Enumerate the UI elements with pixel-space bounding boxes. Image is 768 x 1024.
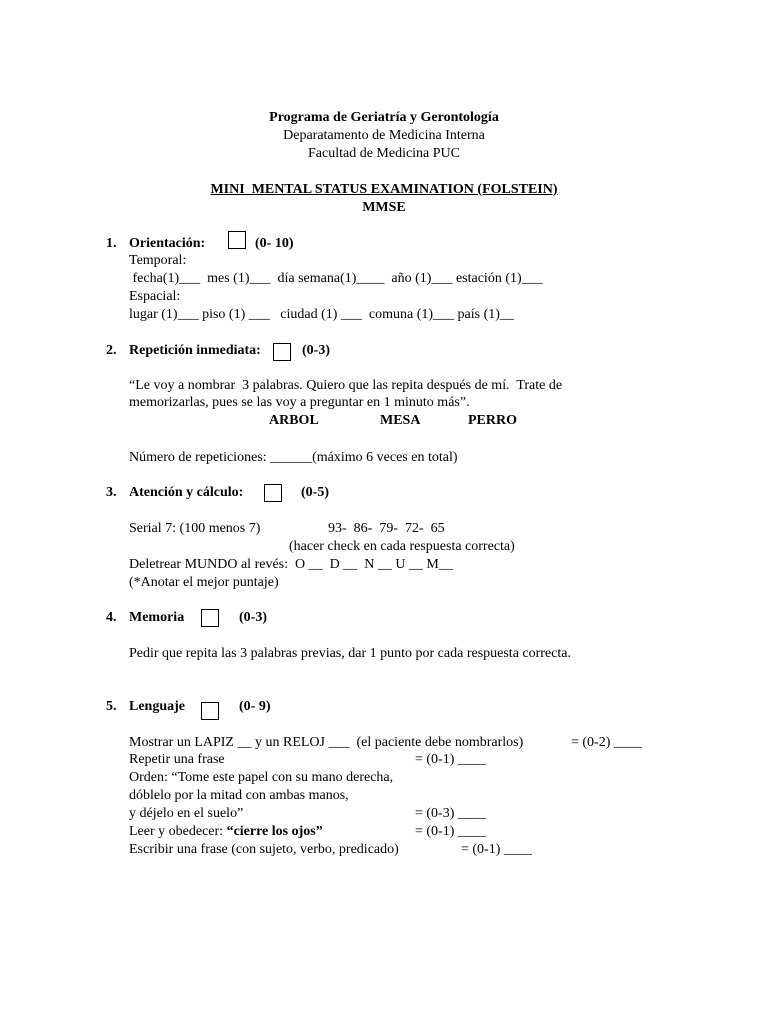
lenguaje-item-3-line-2: dóblelo por la mitad con ambas manos,	[129, 788, 349, 803]
section-1-range: (0- 10)	[255, 236, 294, 251]
lenguaje-item-5: Escribir una frase (con sujeto, verbo, predicado)	[129, 842, 399, 857]
temporal-label: Temporal:	[129, 253, 187, 268]
temporal-items: fecha(1)___ mes (1)___ día semana(1)____ año (1)___ estación (1)___	[129, 271, 543, 286]
lenguaje-item-2-score: = (0-1) ____	[415, 752, 486, 767]
program-name: Programa de Geriatría y Gerontología	[269, 110, 499, 125]
section-2-label: Repetición inmediata:	[129, 343, 261, 358]
section-5-label: Lenguaje	[129, 699, 185, 714]
spatial-label: Espacial:	[129, 289, 181, 304]
section-5-number: 5.	[106, 699, 117, 714]
lenguaje-item-2: Repetir una frase	[129, 752, 225, 767]
section-4-score-box[interactable]	[201, 609, 219, 627]
faculty-name: Facultad de Medicina PUC	[307, 146, 461, 161]
lenguaje-item-5-score: = (0-1) ____	[461, 842, 532, 857]
lenguaje-item-4	[129, 823, 323, 841]
spatial-items: lugar (1)___ piso (1) ___ ciudad (1) ___ comuna (1)___ país (1)__	[129, 307, 514, 322]
serial-7-values: 93- 86- 79- 72- 65	[328, 521, 445, 536]
section-2-instruction-2: memorizarlas, pues se las voy a preguntar en 1 minuto más”.	[129, 395, 470, 410]
section-1-label: Orientación:	[129, 236, 206, 251]
exam-subtitle: MMSE	[362, 200, 406, 215]
section-2-range: (0-3)	[302, 343, 330, 358]
section-2-number: 2.	[106, 343, 117, 358]
section-3-score-box[interactable]	[264, 484, 282, 502]
department-name: Deparatamento de Medicina Interna	[283, 128, 485, 143]
section-3-number: 3.	[106, 485, 117, 500]
best-score-note: (*Anotar el mejor puntaje)	[129, 575, 279, 590]
section-2-instruction-1: “Le voy a nombrar 3 palabras. Quiero que las repita después de mí. Trate de	[129, 378, 563, 393]
lenguaje-item-3-line-3: y déjelo en el suelo”	[129, 806, 244, 821]
lenguaje-item-4-command: “cierre los ojos”	[226, 824, 323, 839]
serial-7-label: Serial 7: (100 menos 7)	[129, 521, 261, 536]
repetitions-line: Número de repeticiones: ______(máximo 6 veces en total)	[129, 450, 458, 465]
section-4-range: (0-3)	[239, 610, 267, 625]
spell-mundo-line: Deletrear MUNDO al revés: O __ D __ N __ U __ M__	[129, 557, 453, 572]
exam-title: MINI MENTAL STATUS EXAMINATION (FOLSTEIN)	[210, 182, 558, 197]
lenguaje-item-3-line-1: Orden: “Tome este papel con su mano derecha,	[129, 770, 394, 785]
section-4-number: 4.	[106, 610, 117, 625]
lenguaje-item-3-score: = (0-3) ____	[415, 806, 486, 821]
lenguaje-item-4-prefix: Leer y obedecer:	[129, 824, 227, 839]
lenguaje-item-4-score: = (0-1) ____	[415, 824, 486, 839]
section-4-instruction: Pedir que repita las 3 palabras previas, dar 1 punto por cada respuesta correcta.	[129, 646, 571, 661]
lenguaje-item-1: Mostrar un LAPIZ __ y un RELOJ ___ (el paciente debe nombrarlos)	[129, 735, 524, 750]
section-3-label: Atención y cálculo:	[129, 485, 244, 500]
word-perro: PERRO	[468, 413, 517, 428]
section-2-score-box[interactable]	[273, 343, 291, 361]
section-1-score-box[interactable]	[228, 231, 246, 249]
section-3-range: (0-5)	[301, 485, 329, 500]
section-5-score-box[interactable]	[201, 702, 219, 720]
section-5-range: (0- 9)	[239, 699, 271, 714]
word-arbol: ARBOL	[269, 413, 319, 428]
word-mesa: MESA	[380, 413, 421, 428]
lenguaje-item-1-score: = (0-2) ____	[571, 735, 642, 750]
section-4-label: Memoria	[129, 610, 185, 625]
section-1-number: 1.	[106, 236, 117, 251]
check-note: (hacer check en cada respuesta correcta)	[289, 539, 515, 554]
